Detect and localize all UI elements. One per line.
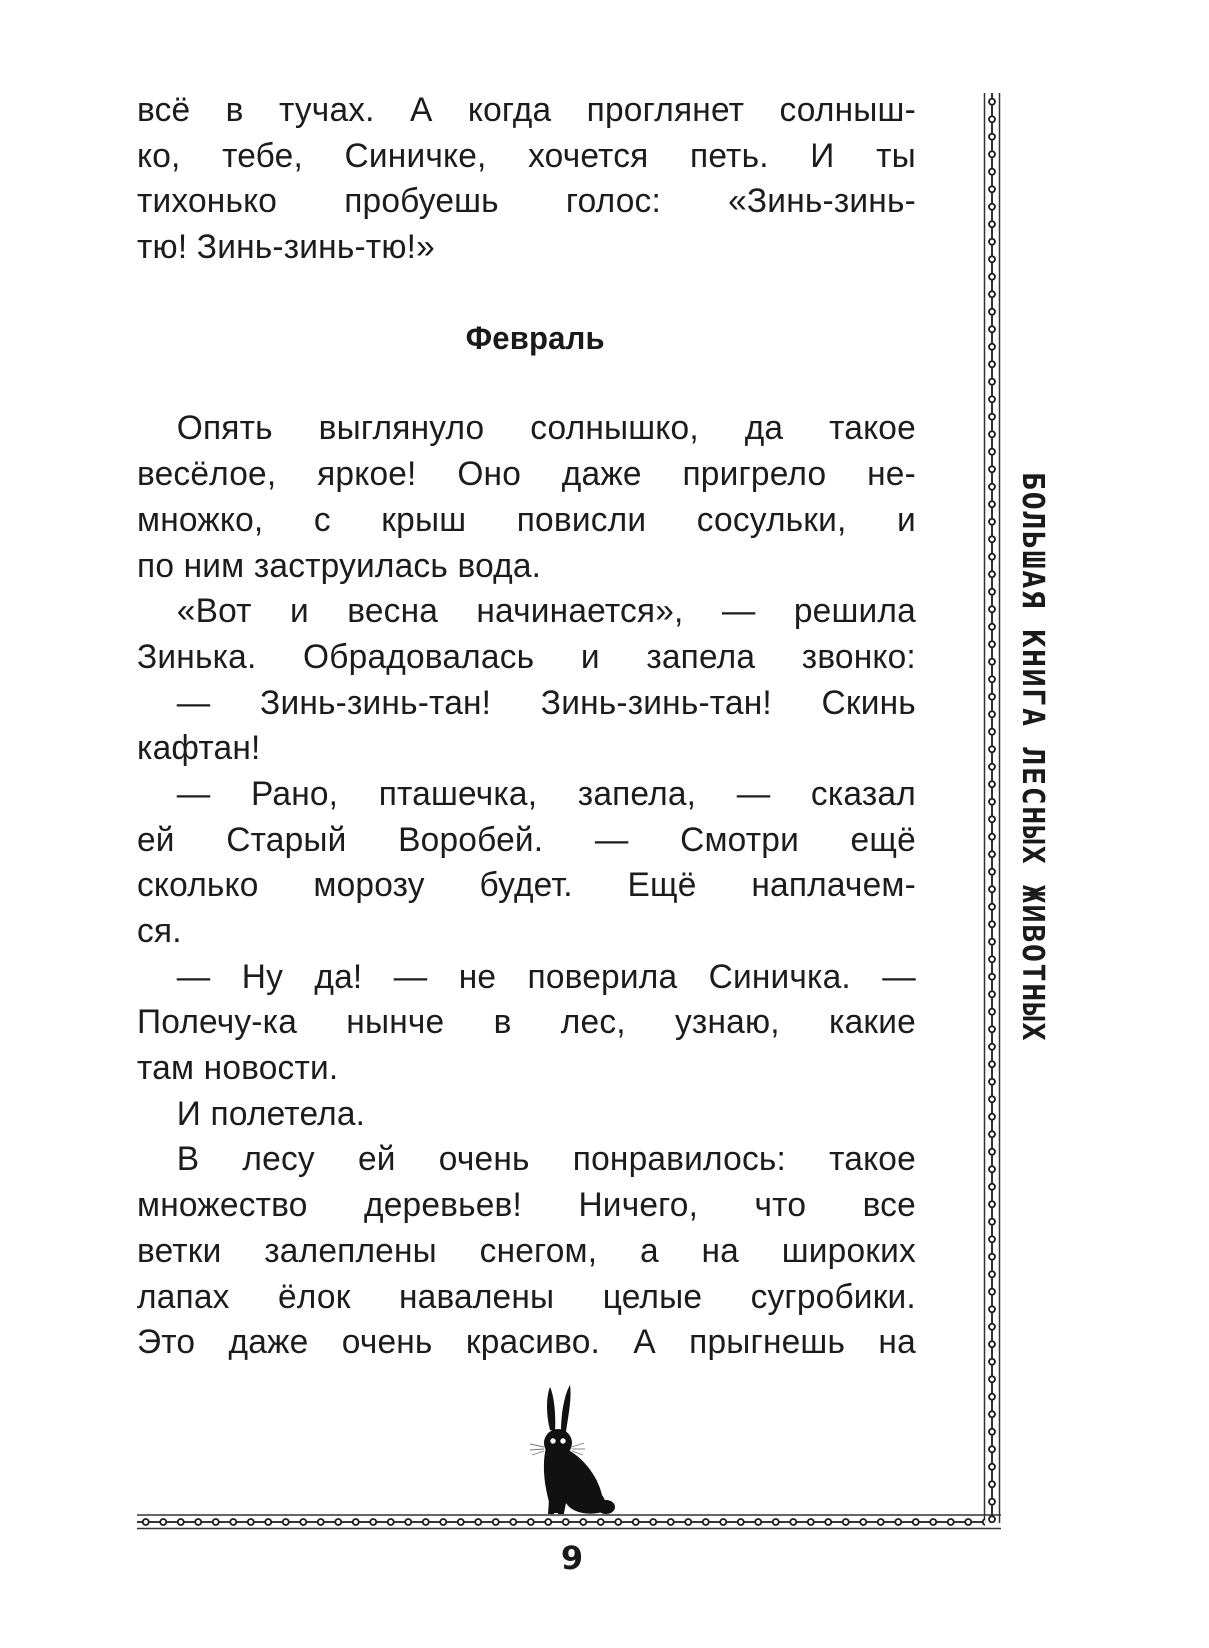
text-line: — Зинь-зинь-тан! Зинь-зинь-тан! Скинь <box>176 683 916 722</box>
text-line: сколько морозу будет. Ещё наплачем- <box>137 866 916 905</box>
text-line: ся. <box>137 912 182 950</box>
text-line: ей Старый Воробей. — Смотри ещё <box>137 820 916 859</box>
rabbit-icon <box>528 1385 628 1517</box>
text-line: Опять выглянуло солнышко, да такое <box>176 409 916 448</box>
vertical-chain-border <box>983 93 1001 1523</box>
text-line: — Ну да! — не поверила Синичка. — <box>176 957 916 996</box>
text-line: множество деревьев! Ничего, что все <box>137 1186 916 1225</box>
text-line: «Вот и весна начинается», — решила <box>176 592 916 631</box>
text-line: тю! Зинь-зинь-тю!» <box>137 228 435 267</box>
text-line: Это даже очень красиво. А прыгнешь на <box>137 1323 916 1362</box>
book-title-vertical: БОЛЬШАЯ КНИГА ЛЕСНЫХ ЖИВОТНЫХ <box>1015 472 1050 1043</box>
section-heading: Февраль <box>465 319 605 356</box>
text-line: весёлое, яркое! Оно даже пригрело не- <box>137 455 916 494</box>
text-line: ветки залеплены снегом, а на широких <box>137 1231 916 1270</box>
text-line: Зинька. Обрадовалась и запела звонко: <box>137 637 916 676</box>
paragraph <box>137 1092 916 1138</box>
page-number: 9 <box>560 1539 584 1577</box>
text-line: — Рано, пташечка, запела, — сказал <box>176 774 916 813</box>
text-line: ко, тебе, Синичке, хочется петь. И ты <box>137 136 916 175</box>
paragraph <box>137 955 916 1092</box>
text-line: там новости. <box>137 1049 339 1088</box>
paragraph <box>137 1137 916 1365</box>
paragraph <box>137 406 916 589</box>
text-line: И полетела. <box>176 1094 366 1133</box>
text-line: кафтан! <box>137 729 261 768</box>
text-line: В лесу ей очень понравилось: такое <box>176 1140 916 1179</box>
text-line: всё в тучах. А когда проглянет солныш- <box>137 91 916 129</box>
text-line: тихонько пробуешь голос: «Зинь-зинь- <box>137 182 916 221</box>
text-line: Полечу-ка нынче в лес, узнаю, какие <box>137 1003 916 1042</box>
page-text <box>137 88 916 1366</box>
paragraph <box>137 589 916 680</box>
text-line: лапах ёлок навалены целые сугробики. <box>137 1277 916 1316</box>
paragraph <box>137 772 916 955</box>
text-line: по ним заструилась вода. <box>137 546 542 585</box>
paragraph <box>137 681 916 772</box>
text-line: множко, с крыш повисли сосульки, и <box>137 500 916 539</box>
